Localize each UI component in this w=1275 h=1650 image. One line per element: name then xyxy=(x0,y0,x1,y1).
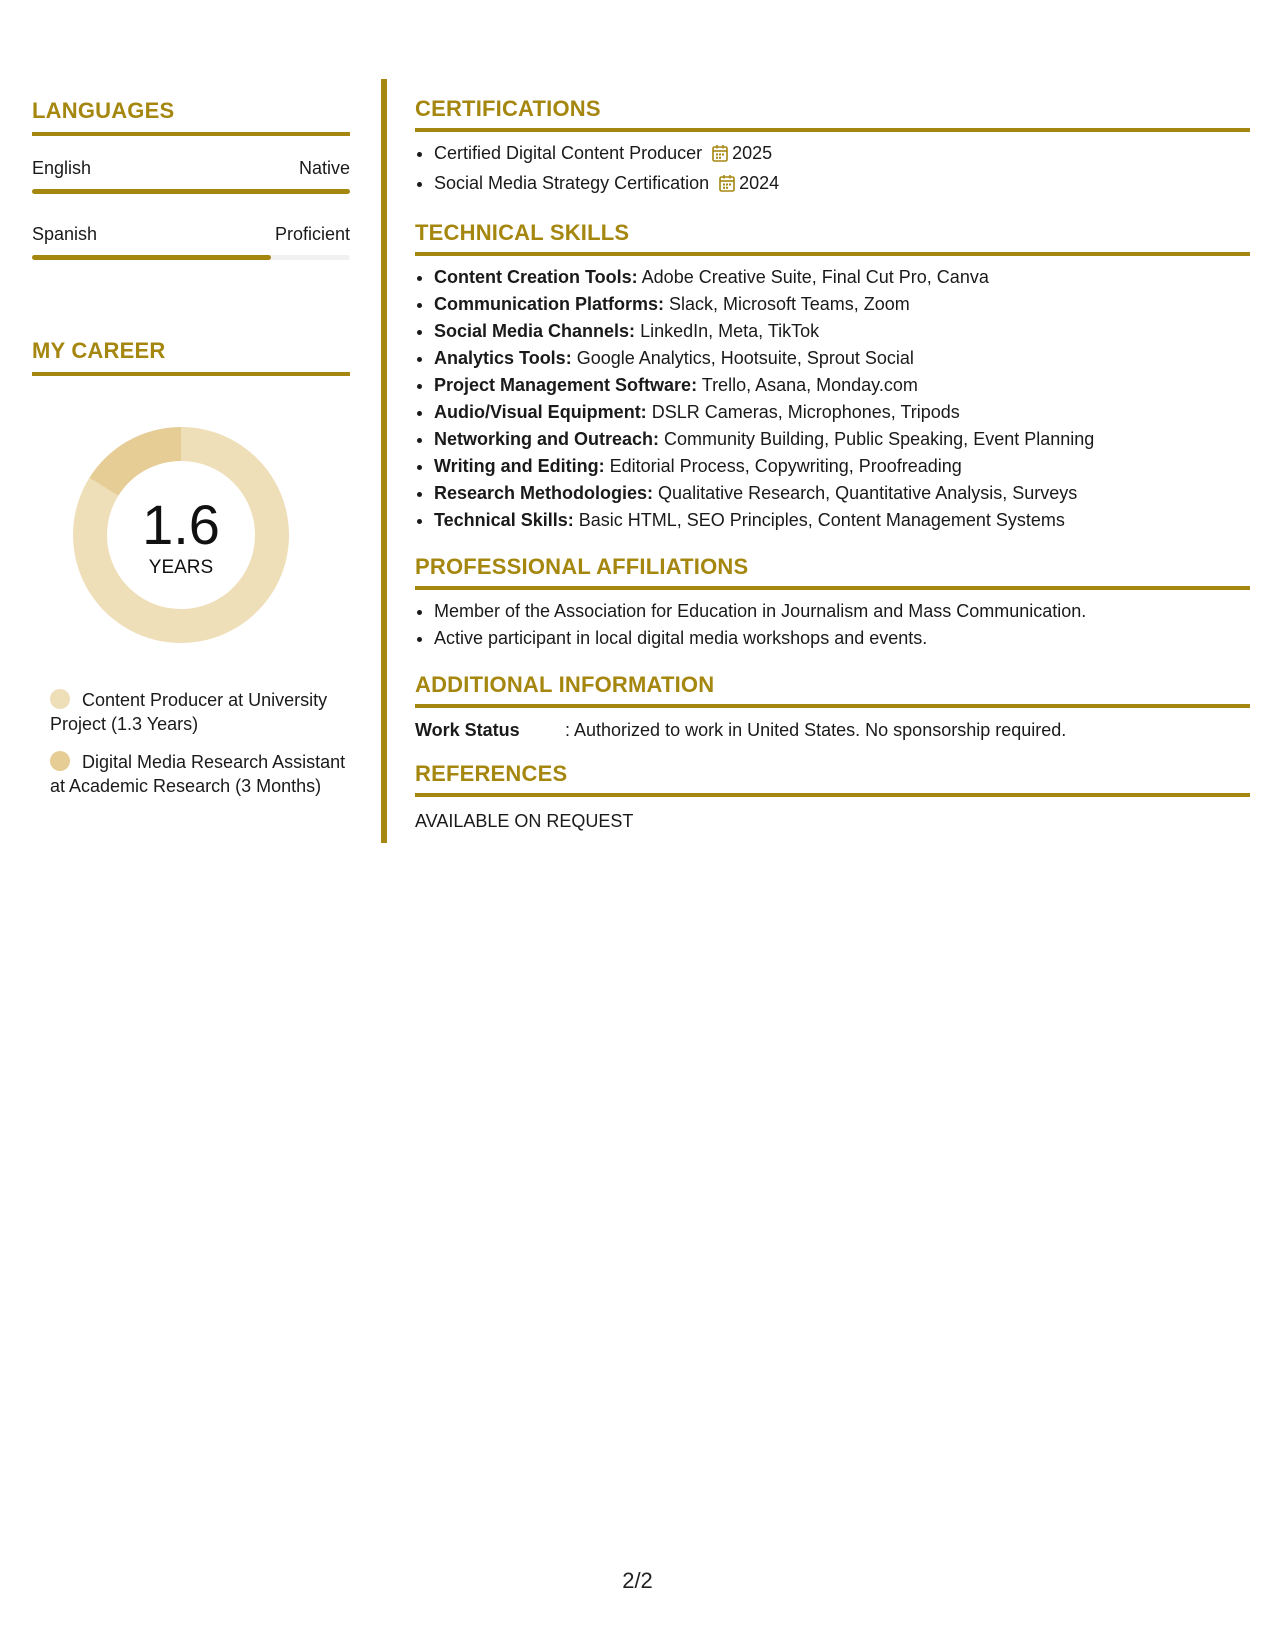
left-column xyxy=(32,98,350,812)
career-title: MY CAREER xyxy=(32,338,350,376)
career-legend xyxy=(50,688,350,798)
additional-info-title: ADDITIONAL INFORMATION xyxy=(415,672,1250,708)
affiliations-list xyxy=(415,598,1250,652)
list-item xyxy=(434,399,1250,426)
language-item-english xyxy=(32,158,350,194)
legend-label: Content Producer at University Project (1.3 Years) xyxy=(50,690,328,734)
skill-label: Content Creation Tools: xyxy=(434,267,638,287)
career-donut-chart xyxy=(66,420,296,650)
skill-value: LinkedIn, Meta, TikTok xyxy=(635,321,820,341)
certifications-section xyxy=(415,96,1250,200)
skill-value: Qualitative Research, Quantitative Analysis, Surveys xyxy=(653,483,1078,503)
language-name: Spanish xyxy=(32,224,98,244)
column-divider xyxy=(381,79,387,843)
language-item-spanish xyxy=(32,224,350,260)
technical-skills-list xyxy=(415,264,1250,534)
skill-value: Adobe Creative Suite, Final Cut Pro, Canva xyxy=(637,267,989,287)
list-item xyxy=(434,345,1250,372)
list-item xyxy=(434,453,1250,480)
list-item xyxy=(434,480,1250,507)
languages-title: LANGUAGES xyxy=(32,98,350,136)
list-item xyxy=(434,291,1250,318)
work-status-row xyxy=(415,720,1250,741)
career-total-years: 1.6 xyxy=(142,493,220,556)
list-item: • Active participant in local digital media workshops and events. xyxy=(434,625,1250,652)
certification-year: 2024 xyxy=(739,173,780,193)
skill-value: Community Building, Public Speaking, Event Planning xyxy=(659,429,1095,449)
certification-name: Social Media Strategy Certification xyxy=(434,173,710,193)
skill-value: Slack, Microsoft Teams, Zoom xyxy=(664,294,910,314)
language-bar-fill xyxy=(32,189,350,194)
right-column xyxy=(415,96,1250,832)
skill-label: Writing and Editing: xyxy=(434,456,605,476)
legend-item xyxy=(50,750,350,798)
references-section xyxy=(415,761,1250,832)
calendar-icon xyxy=(719,173,735,200)
page-number: 2/2 xyxy=(622,1568,653,1593)
languages-section xyxy=(32,98,350,260)
affiliations-title: PROFESSIONAL AFFILIATIONS xyxy=(415,554,1250,590)
list-item xyxy=(434,426,1250,453)
skill-value: Trello, Asana, Monday.com xyxy=(697,375,918,395)
skill-value: Editorial Process, Copywriting, Proofreading xyxy=(604,456,962,476)
work-status-value: : Authorized to work in United States. No sponsorship required. xyxy=(565,720,1067,740)
legend-item xyxy=(50,688,350,736)
language-bar-track xyxy=(32,189,350,194)
language-bar-track xyxy=(32,255,350,260)
list-item xyxy=(434,170,1250,200)
references-text: AVAILABLE ON REQUEST xyxy=(415,811,634,831)
language-level: Native xyxy=(298,158,350,178)
skill-label: Research Methodologies: xyxy=(434,483,654,503)
list-item xyxy=(434,372,1250,399)
list-item: • Member of the Association for Education in Journalism and Mass Communication. xyxy=(434,598,1250,625)
skill-label: Communication Platforms: xyxy=(434,294,665,314)
certification-year: 2025 xyxy=(732,143,773,163)
skill-value: Google Analytics, Hootsuite, Sprout Social xyxy=(571,348,914,368)
language-level: Proficient xyxy=(274,224,350,244)
legend-dot xyxy=(50,689,70,709)
list-item xyxy=(434,318,1250,345)
work-status-label: Work Status xyxy=(415,720,520,740)
technical-skills-title: TECHNICAL SKILLS xyxy=(415,220,1250,256)
list-item xyxy=(434,507,1250,534)
additional-info-section xyxy=(415,672,1250,741)
career-total-unit: YEARS xyxy=(148,557,214,578)
calendar-icon xyxy=(712,143,728,170)
legend-dot xyxy=(50,751,70,771)
skill-label: Social Media Channels: xyxy=(434,321,636,341)
career-section xyxy=(32,338,350,798)
skill-label: Project Management Software: xyxy=(434,375,698,395)
certification-name: Certified Digital Content Producer xyxy=(434,143,703,163)
list-item xyxy=(434,140,1250,170)
list-item xyxy=(434,264,1250,291)
skill-value: DSLR Cameras, Microphones, Tripods xyxy=(646,402,960,422)
skill-value: Basic HTML, SEO Principles, Content Management Systems xyxy=(573,510,1065,530)
skill-label: Networking and Outreach: xyxy=(434,429,660,449)
technical-skills-section xyxy=(415,220,1250,534)
skill-label: Analytics Tools: xyxy=(434,348,572,368)
skill-label: Technical Skills: xyxy=(434,510,574,530)
skill-label: Audio/Visual Equipment: xyxy=(434,402,647,422)
references-title: REFERENCES xyxy=(415,761,1250,797)
language-name: English xyxy=(32,158,92,178)
certifications-list xyxy=(415,140,1250,200)
donut-center xyxy=(66,420,296,650)
legend-label: Digital Media Research Assistant at Academic Research (3 Months) xyxy=(50,752,346,796)
language-bar-fill xyxy=(32,255,271,260)
certifications-title: CERTIFICATIONS xyxy=(415,96,1250,132)
affiliations-section xyxy=(415,554,1250,652)
